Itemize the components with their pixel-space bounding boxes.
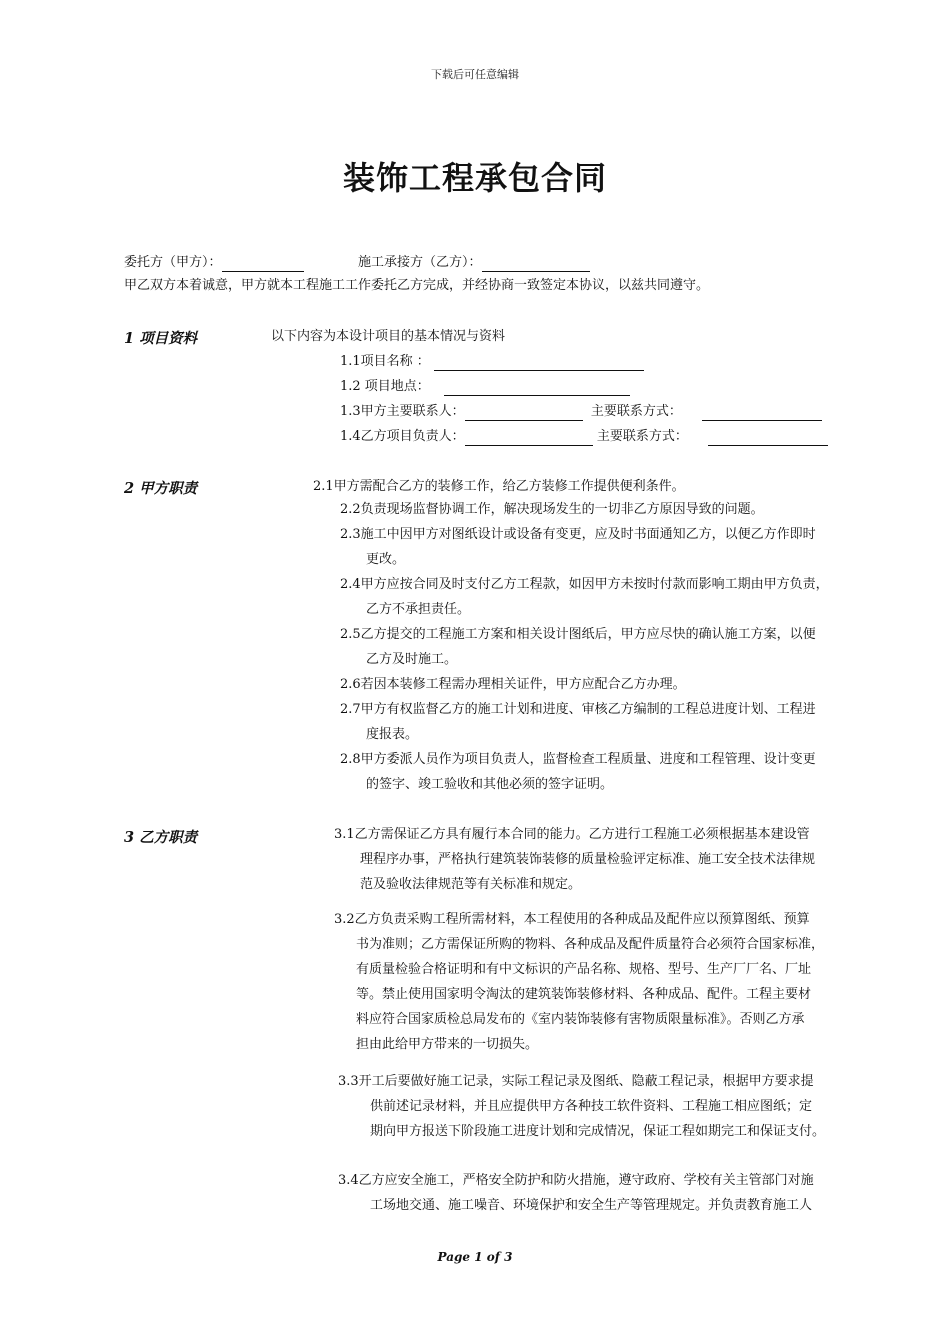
party-a-label: 委托方（甲方）： <box>124 255 222 270</box>
item-1-4 <box>340 428 828 446</box>
item-2-8-cont: 的签字、竣工验收和其他必须的签字证明。 <box>366 777 614 792</box>
item-3-2-line-5: 料应符合国家质检总局发布的《室内装饰装修有害物质限量标准》。否则乙方承 <box>356 1012 805 1027</box>
item-1-2 <box>340 378 630 396</box>
party-a-blank[interactable] <box>222 257 304 272</box>
section3-heading: 3 乙方职责 <box>124 829 198 846</box>
party-b-line <box>358 254 590 272</box>
item-3-4 <box>338 1168 908 1218</box>
item-2-7 <box>340 697 900 747</box>
item-1-1 <box>340 353 644 371</box>
project-name-blank[interactable] <box>434 356 644 371</box>
party-b-phone-blank[interactable] <box>708 431 828 446</box>
item-2-3-text: 2.3施工中因甲方对图纸设计或设备有变更，应及时书面通知乙方，以便乙方作即时 <box>340 527 816 542</box>
item-1-3-label2: 主要联系方式： <box>590 404 682 419</box>
party-b-blank[interactable] <box>482 257 590 272</box>
item-1-1-label: 1.1项目名称 ： <box>340 354 430 369</box>
party-a-line <box>124 254 304 272</box>
item-3-4-line-1: 3.4乙方应安全施工，严格安全防护和防火措施，遵守政府、学校有关主管部门对施 <box>338 1173 814 1188</box>
item-2-7-cont: 度报表。 <box>366 727 419 742</box>
item-3-2-line-3: 有质量检验合格证明和有中文标识的产品名称、规格、型号、生产厂厂名、厂址 <box>356 962 812 977</box>
item-3-1-line-1: 3.1乙方需保证乙方具有履行本合同的能力。乙方进行工程施工必须根据基本建设管 <box>334 827 810 842</box>
item-3-2 <box>334 907 894 1057</box>
item-3-3 <box>338 1069 908 1144</box>
item-3-2-line-6: 担由此给甲方带来的一切损失。 <box>356 1037 539 1052</box>
item-2-8 <box>340 747 900 797</box>
party-a-contact-blank[interactable] <box>465 406 583 421</box>
party-b-manager-blank[interactable] <box>465 431 593 446</box>
item-1-3-label: 1.3甲方主要联系人： <box>340 404 465 419</box>
intro-text: 甲乙双方本着诚意，甲方就本工程施工工作委托乙方完成，并经协商一致签定本协议，以兹共同遵守。 <box>124 278 710 293</box>
item-2-8-text: 2.8甲方委派人员作为项目负责人，监督检查工程质量、进度和工程管理、设计变更 <box>340 752 816 767</box>
item-3-3-line-1: 3.3开工后要做好施工记录，实际工程记录及图纸、隐蔽工程记录，根据甲方要求提 <box>338 1074 814 1089</box>
section1-heading: 1 项目资料 <box>124 330 198 347</box>
item-3-1 <box>334 822 894 897</box>
section1-intro: 以下内容为本设计项目的基本情况与资料 <box>271 329 506 344</box>
item-2-4-cont: 乙方不承担责任。 <box>366 602 471 617</box>
item-3-1-line-3: 范及验收法律规范等有关标准和规定。 <box>360 877 582 892</box>
party-b-label: 施工承接方（乙方）： <box>358 255 482 270</box>
item-1-4-label: 1.4乙方项目负责人： <box>340 429 465 444</box>
item-2-4 <box>340 572 910 622</box>
item-3-2-line-1: 3.2乙方负责采购工程所需材料，本工程使用的各种成品及配件应以预算图纸、预算 <box>334 912 810 927</box>
item-2-5-cont: 乙方及时施工。 <box>366 652 458 667</box>
project-location-blank[interactable] <box>444 381 630 396</box>
item-2-1: 2.1甲方需配合乙方的装修工作，给乙方装修工作提供便利条件。 <box>313 479 685 494</box>
item-2-6 <box>340 672 900 697</box>
item-2-3-cont: 更改。 <box>366 552 406 567</box>
item-2-6-text: 2.6若因本装修工程需办理相关证件，甲方应配合乙方办理。 <box>340 677 686 692</box>
item-3-2-line-2: 书为准则；乙方需保证所购的物料、各种成品及配件质量符合必须符合国家标准， <box>356 937 825 952</box>
section2-heading: 2 甲方职责 <box>124 480 198 497</box>
item-2-2-text: 2.2负责现场监督协调工作，解决现场发生的一切非乙方原因导致的问题。 <box>340 502 764 517</box>
header-note: 下载后可任意编辑 <box>431 68 519 81</box>
page-number: Page 1 of 3 <box>437 1250 513 1264</box>
item-2-7-text: 2.7甲方有权监督乙方的施工计划和进度、审核乙方编制的工程总进度计划、工程进 <box>340 702 816 717</box>
item-2-4-text: 2.4甲方应按合同及时支付乙方工程款，如因甲方未按时付款而影响工期由甲方负责， <box>340 577 829 592</box>
item-2-3 <box>340 522 900 572</box>
item-1-4-label2: 主要联系方式： <box>596 429 688 444</box>
item-3-4-line-2: 工场地交通、施工噪音、环境保护和安全生产等管理规定。并负责教育施工人 <box>370 1198 813 1213</box>
item-2-5-text: 2.5乙方提交的工程施工方案和相关设计图纸后，甲方应尽快的确认施工方案，以便 <box>340 627 816 642</box>
item-2-2 <box>340 497 900 522</box>
item-1-3 <box>340 403 822 421</box>
document-title: 装饰工程承包合同 <box>342 159 607 197</box>
item-2-5 <box>340 622 900 672</box>
item-1-2-label: 1.2 项目地点： <box>340 379 430 394</box>
item-3-3-line-3: 期向甲方报送下阶段施工进度计划和完成情况，保证工程如期完工和保证支付。 <box>370 1124 826 1139</box>
party-a-phone-blank[interactable] <box>702 406 822 421</box>
item-3-1-line-2: 理程序办事，严格执行建筑装饰装修的质量检验评定标准、施工安全技术法律规 <box>360 852 816 867</box>
item-3-3-line-2: 供前述记录材料，并且应提供甲方各种技工软件资料、工程施工相应图纸；定 <box>370 1099 813 1114</box>
item-3-2-line-4: 等。禁止使用国家明令淘汰的建筑装饰装修材料、各种成品、配件。工程主要材 <box>356 987 812 1002</box>
